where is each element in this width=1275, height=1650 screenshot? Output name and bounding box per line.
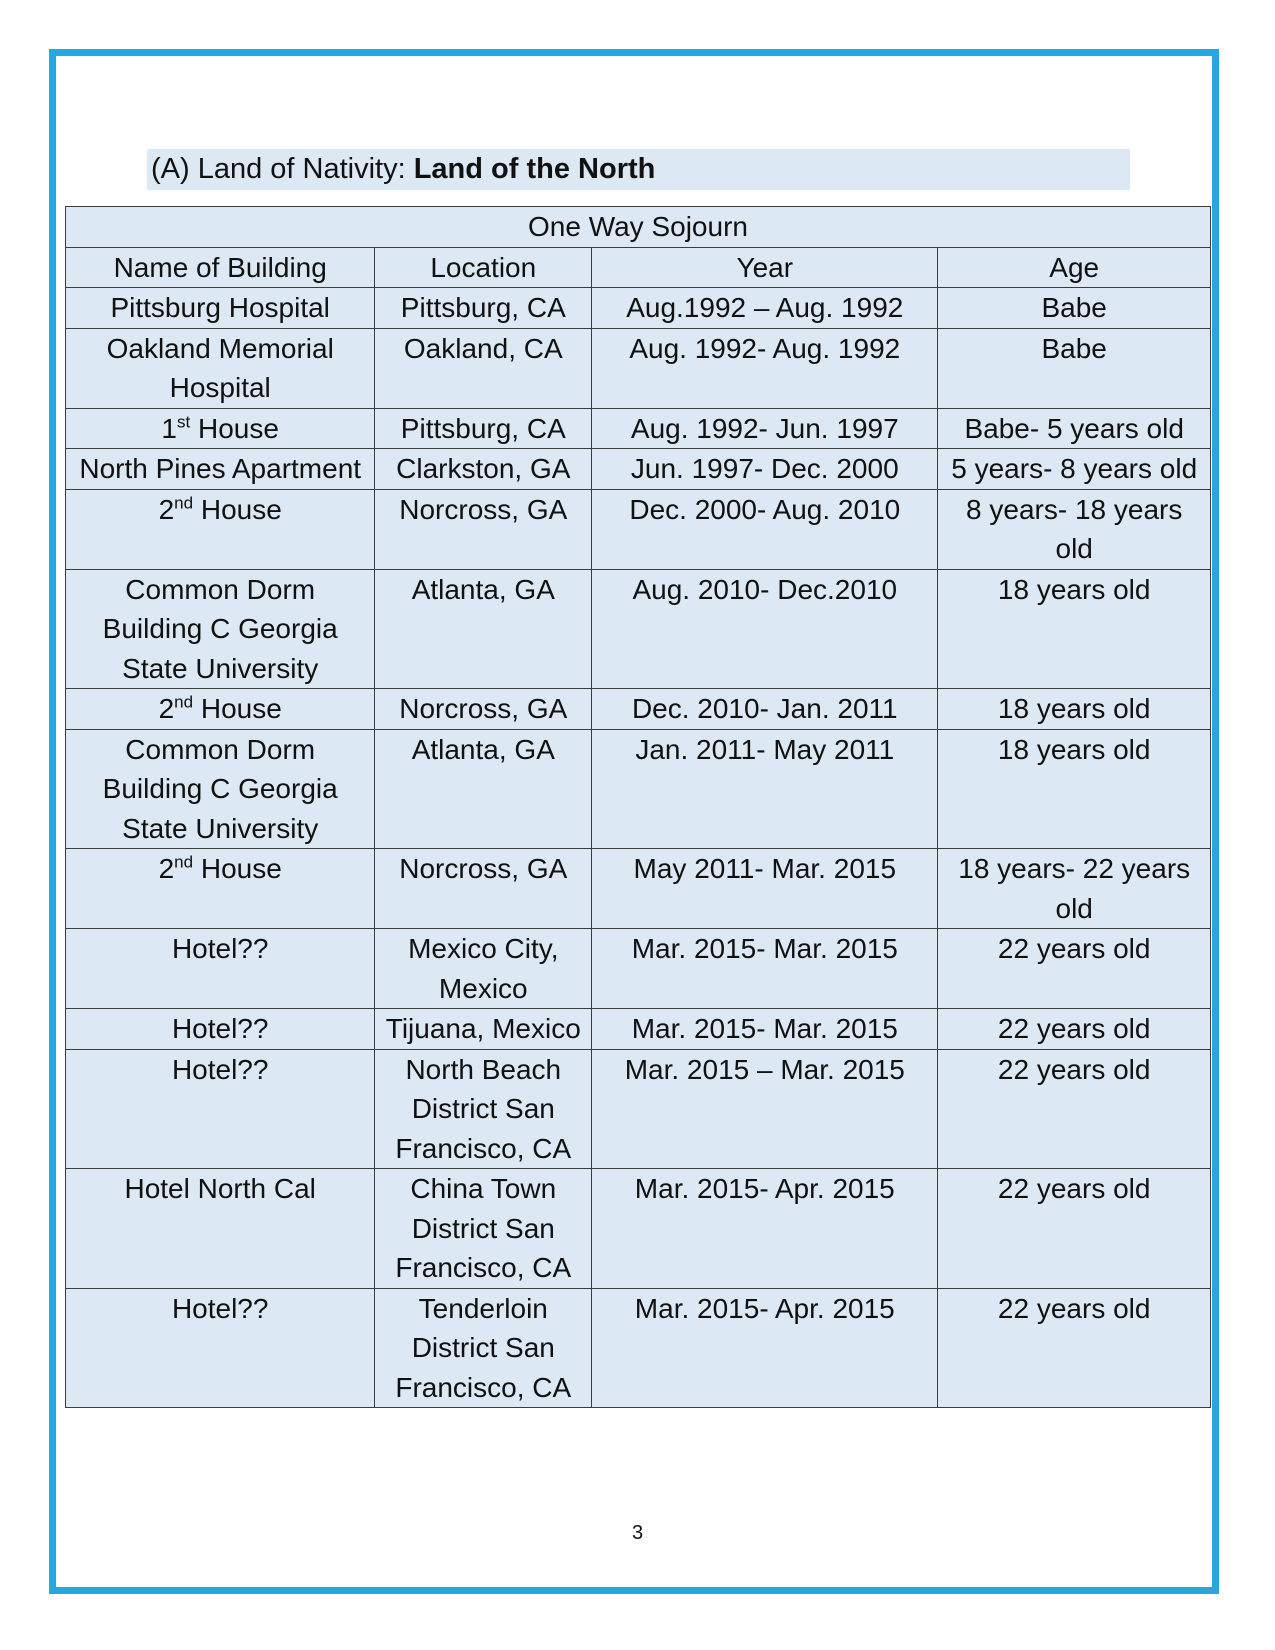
building-name: Common Dorm Building C Georgia State University — [66, 569, 375, 689]
age-cell: 18 years old — [938, 689, 1211, 730]
building-name: Common Dorm Building C Georgia State University — [66, 729, 375, 849]
column-header: Name of Building — [66, 247, 375, 288]
age-cell: Babe — [938, 328, 1211, 408]
building-name — [66, 408, 375, 449]
age-cell: 22 years old — [938, 1169, 1211, 1289]
location-cell: Norcross, GA — [375, 489, 592, 569]
location-cell: Tenderloin District San Francisco, CA — [375, 1288, 592, 1408]
sojourn-table — [65, 206, 1211, 1408]
table-row — [66, 328, 1211, 408]
ordinal-number: 2 — [158, 853, 175, 884]
year-cell: Aug. 1992- Jun. 1997 — [592, 408, 938, 449]
age-cell: 22 years old — [938, 1009, 1211, 1050]
location-cell: Pittsburg, CA — [375, 408, 592, 449]
location-cell: China Town District San Francisco, CA — [375, 1169, 592, 1289]
ordinal-number: 1 — [161, 412, 177, 444]
section-heading — [147, 149, 1130, 190]
building-name: North Pines Apartment — [66, 449, 375, 490]
year-cell: Mar. 2015- Mar. 2015 — [592, 929, 938, 1009]
building-name: Pittsburg Hospital — [66, 288, 375, 329]
table-row — [66, 489, 1211, 569]
building-name — [66, 689, 375, 730]
table-row — [66, 569, 1211, 689]
age-cell: 22 years old — [938, 929, 1211, 1009]
building-name-rest: House — [190, 412, 279, 444]
column-header: Year — [592, 247, 938, 288]
table-row — [66, 1049, 1211, 1169]
age-cell: 8 years- 18 years old — [938, 489, 1211, 569]
location-cell: Oakland, CA — [375, 328, 592, 408]
building-name-rest: House — [193, 693, 282, 724]
ordinal-suffix: nd — [174, 692, 194, 712]
building-name: Hotel?? — [66, 1049, 375, 1169]
location-cell: Norcross, GA — [375, 849, 592, 929]
year-cell: Mar. 2015- Mar. 2015 — [592, 1009, 938, 1050]
location-cell: Atlanta, GA — [375, 729, 592, 849]
table-title-row — [66, 207, 1211, 248]
page-number: 3 — [631, 1522, 644, 1544]
year-cell: Aug. 2010- Dec.2010 — [592, 569, 938, 689]
year-cell: Mar. 2015- Apr. 2015 — [592, 1288, 938, 1408]
age-cell: 18 years old — [938, 569, 1211, 689]
year-cell: Aug.1992 – Aug. 1992 — [592, 288, 938, 329]
building-name — [66, 489, 375, 569]
building-name-rest: House — [193, 853, 282, 884]
year-cell: May 2011- Mar. 2015 — [592, 849, 938, 929]
location-cell: Norcross, GA — [375, 689, 592, 730]
year-cell: Jan. 2011- May 2011 — [592, 729, 938, 849]
location-cell: Clarkston, GA — [375, 449, 592, 490]
table-row — [66, 729, 1211, 849]
table-row — [66, 689, 1211, 730]
table-title: One Way Sojourn — [66, 207, 1211, 248]
table-row — [66, 1009, 1211, 1050]
column-header: Location — [375, 247, 592, 288]
year-cell: Aug. 1992- Aug. 1992 — [592, 328, 938, 408]
age-cell: 18 years- 22 years old — [938, 849, 1211, 929]
year-cell: Mar. 2015- Apr. 2015 — [592, 1169, 938, 1289]
location-cell: Mexico City, Mexico — [375, 929, 592, 1009]
age-cell: Babe — [938, 288, 1211, 329]
column-header: Age — [938, 247, 1211, 288]
building-name — [66, 849, 375, 929]
table-row — [66, 849, 1211, 929]
age-cell: 18 years old — [938, 729, 1211, 849]
year-cell: Mar. 2015 – Mar. 2015 — [592, 1049, 938, 1169]
table-row — [66, 449, 1211, 490]
age-cell: 5 years- 8 years old — [938, 449, 1211, 490]
heading-prefix: (A) Land of Nativity: — [151, 153, 414, 185]
ordinal-suffix: nd — [174, 852, 194, 872]
building-name: Hotel?? — [66, 1009, 375, 1050]
heading-title: Land of the North — [413, 153, 656, 185]
location-cell: Atlanta, GA — [375, 569, 592, 689]
location-cell: Pittsburg, CA — [375, 288, 592, 329]
age-cell: Babe- 5 years old — [938, 408, 1211, 449]
year-cell: Jun. 1997- Dec. 2000 — [592, 449, 938, 490]
ordinal-number: 2 — [158, 693, 175, 724]
table-row — [66, 1169, 1211, 1289]
building-name: Oakland Memorial Hospital — [66, 328, 375, 408]
table-row — [66, 929, 1211, 1009]
location-cell: Tijuana, Mexico — [375, 1009, 592, 1050]
table-row — [66, 288, 1211, 329]
ordinal-suffix: nd — [174, 493, 194, 513]
building-name: Hotel North Cal — [66, 1169, 375, 1289]
table-row — [66, 1288, 1211, 1408]
ordinal-number: 2 — [158, 493, 175, 525]
age-cell: 22 years old — [938, 1049, 1211, 1169]
year-cell: Dec. 2010- Jan. 2011 — [592, 689, 938, 730]
location-cell: North Beach District San Francisco, CA — [375, 1049, 592, 1169]
ordinal-suffix: st — [177, 412, 191, 432]
building-name-rest: House — [193, 493, 282, 525]
building-name: Hotel?? — [66, 929, 375, 1009]
table-header-row — [66, 247, 1211, 288]
building-name: Hotel?? — [66, 1288, 375, 1408]
age-cell: 22 years old — [938, 1288, 1211, 1408]
year-cell: Dec. 2000- Aug. 2010 — [592, 489, 938, 569]
table-row — [66, 408, 1211, 449]
